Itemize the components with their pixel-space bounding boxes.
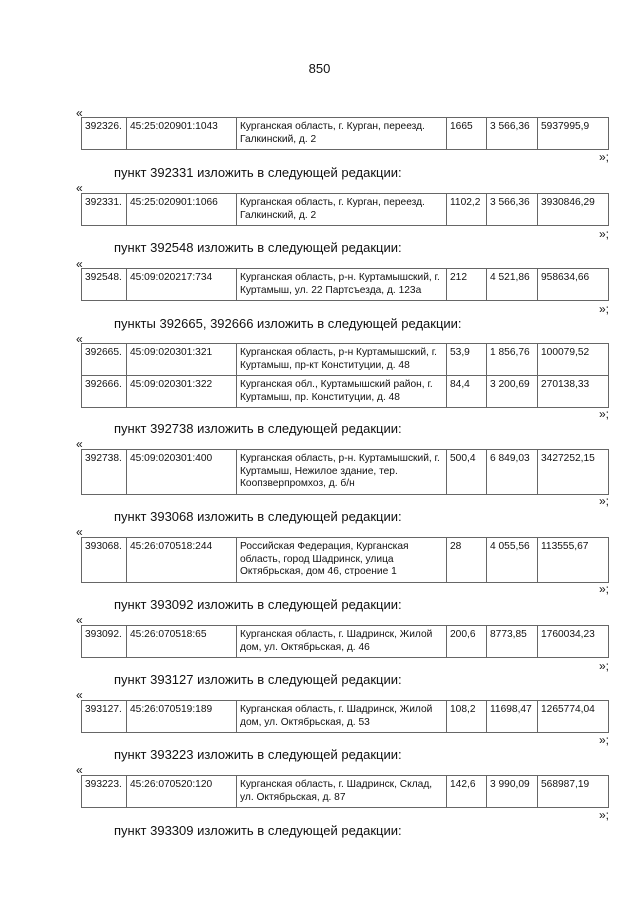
cell-address: Курганская область, г. Курган, переезд. Галкинский, д. 2 xyxy=(237,194,447,226)
cell-rate: 3 566,36 xyxy=(487,194,538,226)
record-table xyxy=(81,449,609,495)
cell-area: 53,9 xyxy=(447,344,487,376)
cell-area: 212 xyxy=(447,269,487,301)
cell-area: 200,6 xyxy=(447,626,487,658)
cell-value: 113555,67 xyxy=(538,538,609,583)
record-table xyxy=(81,775,609,808)
cell-value: 100079,52 xyxy=(538,344,609,376)
cell-address: Курганская область, г. Шадринск, Жилой дом, ул. Октябрьская, д. 53 xyxy=(237,701,447,733)
cell-rate: 3 990,09 xyxy=(487,776,538,808)
table-row xyxy=(82,450,609,495)
cell-value: 1760034,23 xyxy=(538,626,609,658)
cell-address: Курганская область, г. Шадринск, Склад, ул. Октябрьская, д. 87 xyxy=(237,776,447,808)
cell-address: Курганская область, г. Шадринск, Жилой дом, ул. Октябрьская, д. 46 xyxy=(237,626,447,658)
cell-area: 142,6 xyxy=(447,776,487,808)
cell-cadastral: 45:09:020301:321 xyxy=(127,344,237,376)
cell-rate: 3 200,69 xyxy=(487,376,538,408)
cell-value: 1265774,04 xyxy=(538,701,609,733)
cell-num: 392548. xyxy=(82,269,127,301)
cell-cadastral: 45:26:070519:189 xyxy=(127,701,237,733)
cell-num: 393092. xyxy=(82,626,127,658)
cell-cadastral: 45:26:070518:244 xyxy=(127,538,237,583)
amendment-instruction: пункт 393309 изложить в следующей редакции: xyxy=(114,823,402,838)
cell-value: 958634,66 xyxy=(538,269,609,301)
cell-cadastral: 45:09:020301:400 xyxy=(127,450,237,495)
cell-area: 1102,2 xyxy=(447,194,487,226)
table-row xyxy=(82,344,609,376)
cell-area: 84,4 xyxy=(447,376,487,408)
cell-address: Курганская область, р-н. Куртамышский, г. Куртамыш, ул. 22 Партсъезда, д. 123а xyxy=(237,269,447,301)
closing-quote: »; xyxy=(598,150,609,164)
table-row xyxy=(82,118,609,150)
opening-quote: « xyxy=(76,332,83,346)
cell-area: 28 xyxy=(447,538,487,583)
cell-address: Курганская область, р-н. Куртамышский, г. Куртамыш, Нежилое здание, тер. Коопзверпромхоз, д. б/н xyxy=(237,450,447,495)
cell-rate: 8773,85 xyxy=(487,626,538,658)
closing-quote: »; xyxy=(598,659,609,673)
record-table xyxy=(81,193,609,226)
table-row xyxy=(82,376,609,408)
cell-area: 500,4 xyxy=(447,450,487,495)
cell-num: 392331. xyxy=(82,194,127,226)
cell-cadastral: 45:09:020301:322 xyxy=(127,376,237,408)
cell-num: 392738. xyxy=(82,450,127,495)
closing-quote: »; xyxy=(598,227,609,241)
amendment-instruction: пункт 393092 изложить в следующей редакции: xyxy=(114,597,402,612)
amendment-instruction: пункт 393127 изложить в следующей редакции: xyxy=(114,672,402,687)
cell-cadastral: 45:25:020901:1043 xyxy=(127,118,237,150)
table-row xyxy=(82,538,609,583)
cell-address: Курганская обл., Куртамышский район, г. Куртамыш, пр. Конституции, д. 48 xyxy=(237,376,447,408)
cell-area: 108,2 xyxy=(447,701,487,733)
cell-num: 392666. xyxy=(82,376,127,408)
cell-rate: 1 856,76 xyxy=(487,344,538,376)
amendment-instruction: пункт 392738 изложить в следующей редакции: xyxy=(114,421,402,436)
amendment-instruction: пункт 392331 изложить в следующей редакции: xyxy=(114,165,402,180)
amendment-instruction: пункт 392548 изложить в следующей редакции: xyxy=(114,240,402,255)
table-row xyxy=(82,269,609,301)
record-table xyxy=(81,117,609,150)
record-table xyxy=(81,343,609,408)
cell-rate: 11698,47 xyxy=(487,701,538,733)
cell-area: 1665 xyxy=(447,118,487,150)
cell-cadastral: 45:25:020901:1066 xyxy=(127,194,237,226)
opening-quote: « xyxy=(76,106,83,120)
amendment-instruction: пункт 393223 изложить в следующей редакции: xyxy=(114,747,402,762)
opening-quote: « xyxy=(76,257,83,271)
opening-quote: « xyxy=(76,763,83,777)
closing-quote: »; xyxy=(598,407,609,421)
page-number: 850 xyxy=(308,61,331,76)
cell-address: Российская Федерация, Курганская область, город Шадринск, улица Октябрьская, дом 46, строение 1 xyxy=(237,538,447,583)
cell-address: Курганская область, г. Курган, переезд. Галкинский, д. 2 xyxy=(237,118,447,150)
cell-value: 270138,33 xyxy=(538,376,609,408)
cell-value: 3930846,29 xyxy=(538,194,609,226)
closing-quote: »; xyxy=(598,582,609,596)
closing-quote: »; xyxy=(598,808,609,822)
cell-rate: 4 521,86 xyxy=(487,269,538,301)
amendment-instruction: пункты 392665, 392666 изложить в следующей редакции: xyxy=(114,316,462,331)
cell-num: 393127. xyxy=(82,701,127,733)
cell-value: 568987,19 xyxy=(538,776,609,808)
closing-quote: »; xyxy=(598,733,609,747)
closing-quote: »; xyxy=(598,494,609,508)
cell-cadastral: 45:26:070520:120 xyxy=(127,776,237,808)
cell-value: 5937995,9 xyxy=(538,118,609,150)
opening-quote: « xyxy=(76,181,83,195)
cell-value: 3427252,15 xyxy=(538,450,609,495)
table-row xyxy=(82,701,609,733)
cell-num: 393223. xyxy=(82,776,127,808)
table-row xyxy=(82,626,609,658)
table-row xyxy=(82,776,609,808)
cell-rate: 4 055,56 xyxy=(487,538,538,583)
record-table xyxy=(81,537,609,583)
opening-quote: « xyxy=(76,613,83,627)
cell-num: 393068. xyxy=(82,538,127,583)
opening-quote: « xyxy=(76,525,83,539)
closing-quote: »; xyxy=(598,302,609,316)
amendment-instruction: пункт 393068 изложить в следующей редакции: xyxy=(114,509,402,524)
record-table xyxy=(81,625,609,658)
cell-rate: 6 849,03 xyxy=(487,450,538,495)
cell-cadastral: 45:09:020217:734 xyxy=(127,269,237,301)
record-table xyxy=(81,268,609,301)
opening-quote: « xyxy=(76,437,83,451)
cell-num: 392665. xyxy=(82,344,127,376)
opening-quote: « xyxy=(76,688,83,702)
cell-num: 392326. xyxy=(82,118,127,150)
cell-cadastral: 45:26:070518:65 xyxy=(127,626,237,658)
record-table xyxy=(81,700,609,733)
cell-address: Курганская область, р-н Куртамышский, г. Куртамыш, пр-кт Конституции, д. 48 xyxy=(237,344,447,376)
cell-rate: 3 566,36 xyxy=(487,118,538,150)
table-row xyxy=(82,194,609,226)
